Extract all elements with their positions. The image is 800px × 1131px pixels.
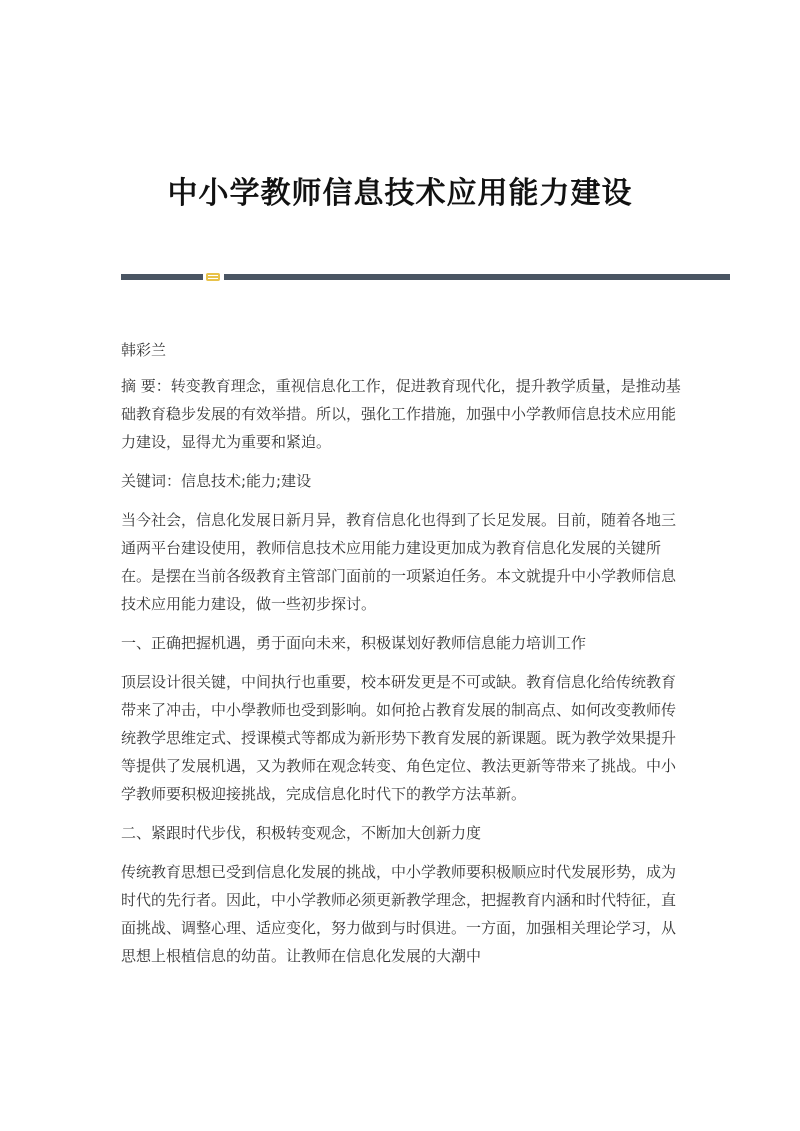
- title-divider: [121, 273, 730, 281]
- document-title: 中小学教师信息技术应用能力建设: [167, 176, 633, 211]
- section-1-paragraph: 顶层设计很关键，中间执行也重要，校本研发更是不可或缺。教育信息化给传统教育带来了冲击，中小學教师也受到影响。如何抢占教育发展的制高点、如何改变教师传统教学思维定式、授课模式等都成为新形势下教育发展的新课题。既为教学效果提升等提供了发展机遇，又为教师在观念转变、角色定位、教法更新等带来了挑战。中小学教师要积极迎接挑战，完成信息化时代下的教学方法革新。: [121, 673, 677, 803]
- divider-bar-right: [224, 274, 730, 280]
- abstract: 摘 要：转变教育理念，重视信息化工作，促进教育现代化，提升教学质量，是推动基础教育稳步发展的有效举措。所以，强化工作措施，加强中小学教师信息技术应用能力建设，显得尤为重要和紧迫。: [121, 377, 681, 451]
- document-body: [121, 336, 681, 981]
- keywords: 关键词：信息技术;能力;建设: [121, 472, 312, 490]
- divider-emblem-icon: [206, 273, 220, 281]
- section-heading-1: 一、正确把握机遇，勇于面向未来，积极谋划好教师信息能力培训工作: [121, 634, 587, 652]
- section-heading-2: 二、紧跟时代步伐，积极转变观念，不断加大创新力度: [121, 824, 482, 842]
- intro-paragraph: 当今社会，信息化发展日新月异，教育信息化也得到了长足发展。目前，随着各地三通两平台建设使用，教师信息技术应用能力建设更加成为教育信息化发展的关键所在。是摆在当前各级教育主管部门面前的一项紧迫任务。本文就提升中小学教师信息技术应用能力建设，做一些初步探讨。: [121, 511, 677, 613]
- author-name: 韩彩兰: [121, 341, 167, 359]
- section-2-paragraph: 传统教育思想已受到信息化发展的挑战，中小学教师要积极顺应时代发展形势，成为时代的先行者。因此，中小学教师必须更新教学理念，把握教育内涵和时代特征，直面挑战、调整心理、适应变化，努力做到与时俱进。一方面，加强相关理论学习，从思想上根植信息的幼苗。让教师在信息化发展的大潮中: [121, 863, 677, 965]
- divider-bar-left: [121, 274, 203, 280]
